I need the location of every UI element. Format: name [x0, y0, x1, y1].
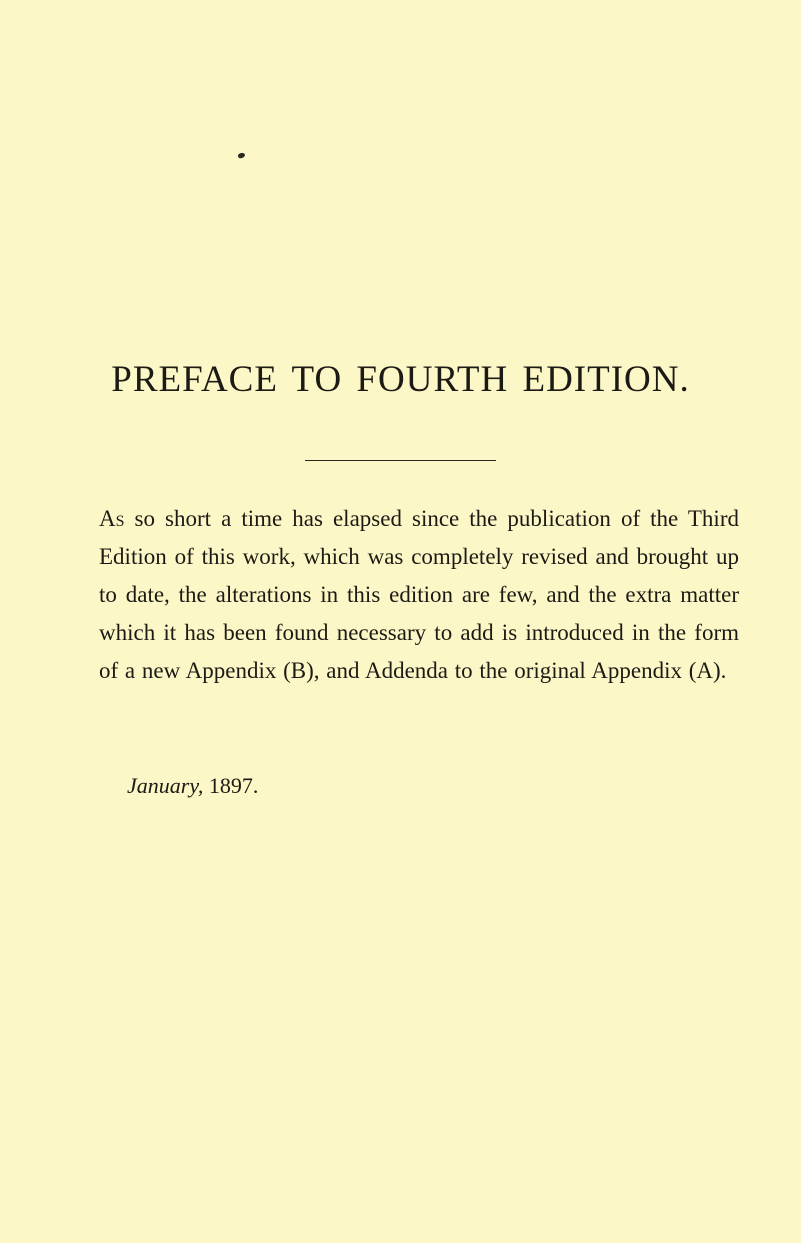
paragraph-lead-word: As: [99, 506, 125, 531]
page-title: PREFACE TO FOURTH EDITION.: [111, 359, 690, 400]
date-signoff: [127, 771, 258, 801]
signoff-month: January,: [127, 773, 204, 798]
ink-speck: [237, 152, 245, 159]
title-divider: [305, 460, 496, 461]
preface-paragraph: [99, 500, 739, 690]
signoff-year: 1897.: [208, 773, 259, 798]
paragraph-text: so short a time has elapsed since the publication of the Third Edition of this work, which was completely revised and brought up to date, the alterations in this edition are few, and the extra matter which it has been found necessary to add is introduced in the form of a new Appendix (B), and Addenda to the original Appendix (A).: [99, 506, 739, 683]
